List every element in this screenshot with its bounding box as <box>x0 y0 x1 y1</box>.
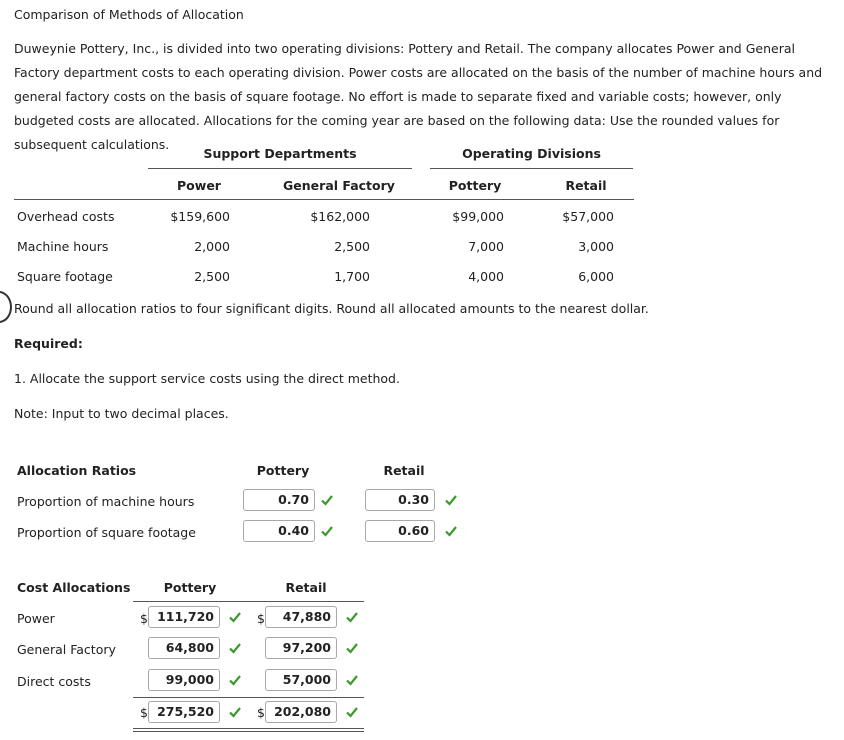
table-cell: 3,000 <box>578 239 614 254</box>
machine-hours-retail-input[interactable]: 0.30 <box>365 489 435 511</box>
step-indicator-edge <box>0 291 12 323</box>
table-cell: 6,000 <box>578 269 614 284</box>
square-footage-pottery-input[interactable]: 0.40 <box>243 520 315 542</box>
general-factory-retail-input[interactable]: 97,200 <box>265 637 337 659</box>
check-icon <box>345 673 359 687</box>
divider <box>430 168 633 169</box>
allocations-col-pottery: Pottery <box>163 580 217 595</box>
table-cell: 7,000 <box>468 239 504 254</box>
required-label: Required: <box>14 336 83 351</box>
column-header-pottery: Pottery <box>448 178 502 193</box>
check-icon <box>444 493 458 507</box>
currency-symbol: $ <box>140 611 148 626</box>
column-header-retail: Retail <box>565 178 607 193</box>
table-cell: $159,600 <box>170 209 230 224</box>
double-underline <box>133 728 364 729</box>
ratios-col-pottery: Pottery <box>256 463 310 478</box>
ratio-row-label: Proportion of square footage <box>17 525 196 540</box>
total-retail-input[interactable]: 202,080 <box>265 701 337 723</box>
table-cell: 2,500 <box>194 269 230 284</box>
table-cell: 2,000 <box>194 239 230 254</box>
table-cell: $57,000 <box>562 209 614 224</box>
check-icon <box>228 705 242 719</box>
input-note: Note: Input to two decimal places. <box>14 406 229 421</box>
direct-costs-pottery-input[interactable]: 99,000 <box>148 669 220 691</box>
table-cell: $99,000 <box>452 209 504 224</box>
group-header-support: Support Departments <box>203 146 357 161</box>
column-header-power: Power <box>177 178 221 193</box>
divider <box>133 601 364 602</box>
allocation-row-label: Power <box>17 611 55 626</box>
allocation-row-label: Direct costs <box>17 674 91 689</box>
rounding-note: Round all allocation ratios to four significant digits. Round all allocated amounts to the nearest dollar. <box>14 301 649 316</box>
allocations-heading: Cost Allocations <box>17 580 131 595</box>
ratio-row-label: Proportion of machine hours <box>17 494 195 509</box>
square-footage-retail-input[interactable]: 0.60 <box>365 520 435 542</box>
page-title: Comparison of Methods of Allocation <box>14 7 244 22</box>
currency-symbol: $ <box>257 611 265 626</box>
column-header-general-factory: General Factory <box>283 178 395 193</box>
row-label: Square footage <box>17 269 113 284</box>
intro-paragraph: Duweynie Pottery, Inc., is divided into two operating divisions: Pottery and Retail. The company allocates Power and General Factory department costs to each operating division. Power costs are allocated on the basis of the number of machine hours and general factory costs on the basis of square footage. No effort is made to separate fixed and variable costs; however, only budgeted costs are allocated. Allocations for the coming year are based on the following data: Use the rounded values for subsequent calculations. <box>14 41 823 152</box>
currency-symbol: $ <box>257 705 265 720</box>
divider <box>133 697 364 698</box>
check-icon <box>320 493 334 507</box>
row-label: Overhead costs <box>17 209 115 224</box>
row-label: Machine hours <box>17 239 109 254</box>
check-icon <box>345 705 359 719</box>
check-icon <box>228 673 242 687</box>
ratios-heading: Allocation Ratios <box>17 463 137 478</box>
check-icon <box>320 524 334 538</box>
general-factory-pottery-input[interactable]: 64,800 <box>148 637 220 659</box>
check-icon <box>444 524 458 538</box>
total-pottery-input[interactable]: 275,520 <box>148 701 220 723</box>
currency-symbol: $ <box>140 705 148 720</box>
table-cell: 2,500 <box>334 239 370 254</box>
table-cell: $162,000 <box>310 209 370 224</box>
group-header-operating: Operating Divisions <box>462 146 601 161</box>
divider <box>148 168 412 169</box>
table-cell: 1,700 <box>334 269 370 284</box>
power-pottery-input[interactable]: 111,720 <box>148 606 220 628</box>
allocations-col-retail: Retail <box>285 580 327 595</box>
check-icon <box>345 641 359 655</box>
divider <box>14 199 634 200</box>
machine-hours-pottery-input[interactable]: 0.70 <box>243 489 315 511</box>
power-retail-input[interactable]: 47,880 <box>265 606 337 628</box>
double-underline <box>133 731 364 732</box>
check-icon <box>228 610 242 624</box>
check-icon <box>228 641 242 655</box>
direct-costs-retail-input[interactable]: 57,000 <box>265 669 337 691</box>
ratios-col-retail: Retail <box>383 463 425 478</box>
question-text: 1. Allocate the support service costs using the direct method. <box>14 371 400 386</box>
allocation-row-label: General Factory <box>17 642 116 657</box>
table-cell: 4,000 <box>468 269 504 284</box>
check-icon <box>345 610 359 624</box>
